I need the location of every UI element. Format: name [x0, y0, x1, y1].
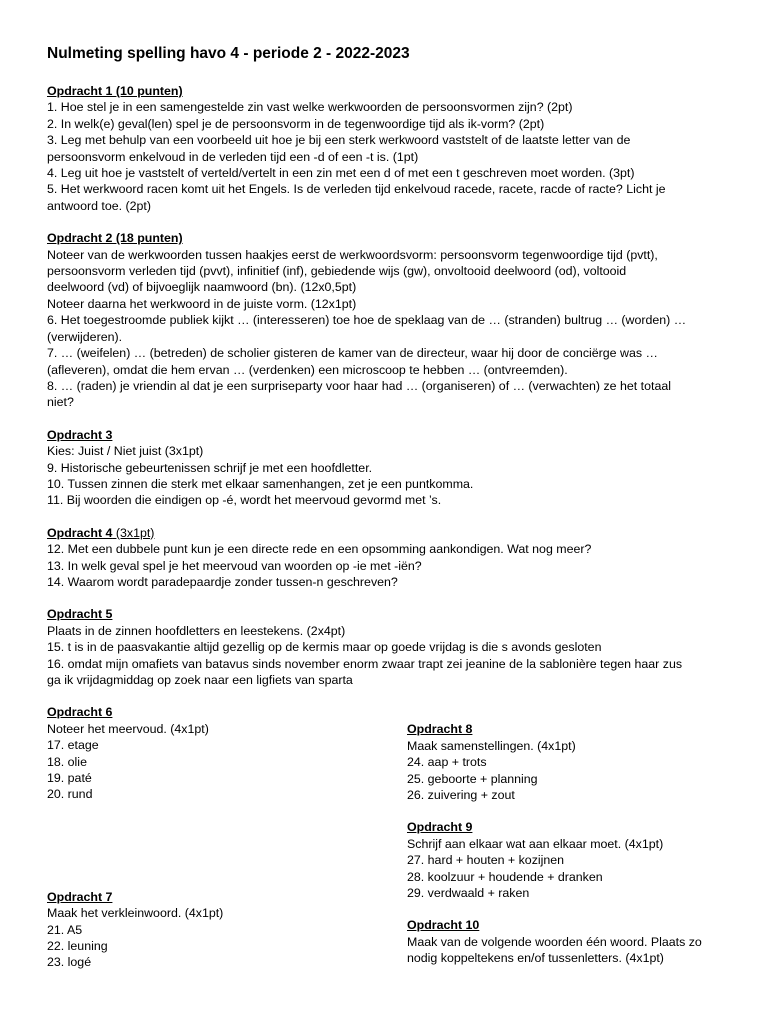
instruction-line: Plaats in de zinnen hoofdletters en leestekens. (2x4pt) [47, 623, 346, 638]
section-opdracht-2 [47, 230, 737, 410]
section-opdracht-10 [407, 917, 737, 966]
question-line: 4. Leg uit hoe je vaststelt of verteld/vertelt in een zin met een d of met een t geschreven moet worden. (3pt) [47, 166, 635, 181]
instruction-line: deelwoord (vd) of bijvoeglijk naamwoord (bn). (12x0,5pt) [47, 280, 357, 295]
section-heading [47, 525, 737, 541]
question-line: 24. aap + trots [407, 755, 487, 770]
question-line: 12. Met een dubbele punt kun je een directe rede en een opsomming aankondigen. Wat nog meer? [47, 542, 592, 557]
section-opdracht-4 [47, 525, 737, 591]
question-line: 14. Waarom wordt paradepaardje zonder tussen-n geschreven? [47, 574, 398, 589]
section-heading: Opdracht 9 [407, 820, 473, 835]
question-line: 13. In welk geval spel je het meervoud van woorden op -ie met -iën? [47, 558, 422, 573]
section-heading-points: (3x1pt) [112, 525, 155, 540]
question-line: 20. rund [47, 787, 93, 802]
section-opdracht-1 [47, 83, 737, 214]
question-line: 5. Het werkwoord racen komt uit het Engels. Is de verleden tijd enkelvoud racede, racete, racde of racte? Licht je [47, 182, 666, 197]
section-heading: Opdracht 7 [47, 889, 113, 904]
question-line: 18. olie [47, 754, 87, 769]
question-line: 11. Bij woorden die eindigen op -é, wordt het meervoud gevormd met ’s. [47, 493, 442, 508]
instruction-line: Maak van de volgende woorden één woord. Plaats zo [407, 934, 702, 949]
question-line: 19. paté [47, 771, 92, 786]
question-line: 25. geboorte + planning [407, 771, 538, 786]
section-heading: Opdracht 3 [47, 427, 113, 442]
section-opdracht-9 [407, 819, 737, 901]
question-line: 27. hard + houten + kozijnen [407, 853, 565, 868]
question-line: 23. logé [47, 955, 92, 970]
question-line: 15. t is in de paasvakantie altijd gezellig op de kermis maar op goede vrijdag is die s avonds gesloten [47, 640, 602, 655]
question-line: 3. Leg met behulp van een voorbeeld uit hoe je bij een sterk werkwoord vaststelt of de laatste letter van de [47, 133, 631, 148]
section-opdracht-6 [47, 704, 387, 802]
section-heading: Opdracht 6 [47, 705, 113, 720]
question-line: 22. leuning [47, 939, 108, 954]
question-line: (verwijderen). [47, 329, 123, 344]
section-heading-text: Opdracht 4 [47, 525, 113, 540]
left-column [47, 704, 387, 970]
document-page [47, 44, 737, 984]
question-line: 2. In welk(e) geval(len) spel je de persoonsvorm in de tegenwoordige tijd als ik-vorm? (2pt) [47, 116, 545, 131]
instruction-line: persoonsvorm verleden tijd (pvvt), infinitief (inf), gebiedende wijs (gw), onvoltooid deelwoord (od), voltooid [47, 264, 627, 279]
page-title: Nulmeting spelling havo 4 - periode 2 - 2022-2023 [47, 45, 410, 62]
section-opdracht-7 [47, 889, 387, 971]
instruction-line: nodig koppeltekens en/of tussenletters. (4x1pt) [407, 951, 664, 966]
instruction-line: Maak samenstellingen. (4x1pt) [407, 738, 576, 753]
instruction-line: Noteer van de werkwoorden tussen haakjes eerst de werkwoordsvorm: persoonsvorm tegenwoordige tijd (pvtt), [47, 247, 658, 262]
section-opdracht-5 [47, 606, 737, 688]
section-heading: Opdracht 8 [407, 722, 473, 737]
section-opdracht-8 [407, 721, 737, 803]
section-heading: Opdracht 5 [47, 607, 113, 622]
two-column-block [47, 704, 737, 984]
question-line: 6. Het toegestroomde publiek kijkt … (interesseren) toe hoe de speklaag van de … (stranden) bultrug … (worden) … [47, 313, 687, 328]
question-line: 17. etage [47, 738, 99, 753]
question-line: (afleveren), omdat die hem ervan … (verdenken) een microscoop te hebben … (ontvreemden). [47, 362, 568, 377]
instruction-line: Maak het verkleinwoord. (4x1pt) [47, 906, 224, 921]
question-line: 7. … (weifelen) … (betreden) de scholier gisteren de kamer van de directeur, waar hij door de conciërge was … [47, 346, 658, 361]
instruction-line: Noteer het meervoud. (4x1pt) [47, 721, 209, 736]
question-line: 16. omdat mijn omafiets van batavus sinds november enorm zwaar trapt zei jeanine de la sablonière tegen haar zus [47, 656, 683, 671]
question-line: 10. Tussen zinnen die sterk met elkaar samenhangen, zet je een puntkomma. [47, 476, 474, 491]
question-line: 26. zuivering + zout [407, 788, 515, 803]
instruction-line: Kies: Juist / Niet juist (3x1pt) [47, 444, 204, 459]
question-line: 8. … (raden) je vriendin al dat je een surpriseparty voor haar had … (organiseren) of … (verwachten) ze het totaal [47, 378, 671, 393]
question-line: antwoord toe. (2pt) [47, 198, 152, 213]
question-line: 1. Hoe stel je in een samengestelde zin vast welke werkwoorden de persoonsvormen zijn? (2pt) [47, 100, 573, 115]
question-line: niet? [47, 395, 74, 410]
right-column [407, 721, 737, 982]
section-heading: Opdracht 1 (10 punten) [47, 84, 183, 98]
instruction-line: Schrijf aan elkaar wat aan elkaar moet. (4x1pt) [407, 836, 664, 851]
instruction-line: Noteer daarna het werkwoord in de juiste vorm. (12x1pt) [47, 296, 357, 311]
question-line: persoonsvorm enkelvoud in de verleden tijd een -d of een -t is. (1pt) [47, 149, 419, 164]
question-line: 28. koolzuur + houdende + dranken [407, 869, 603, 884]
section-heading: Opdracht 2 (18 punten) [47, 231, 183, 246]
section-heading: Opdracht 10 [407, 918, 480, 933]
question-line: ga ik vrijdagmiddag op zoek naar een ligfiets van sparta [47, 673, 353, 687]
question-line: 9. Historische gebeurtenissen schrijf je met een hoofdletter. [47, 460, 373, 475]
question-line: 29. verdwaald + raken [407, 886, 530, 901]
section-opdracht-3 [47, 427, 737, 509]
question-line: 21. A5 [47, 922, 83, 937]
